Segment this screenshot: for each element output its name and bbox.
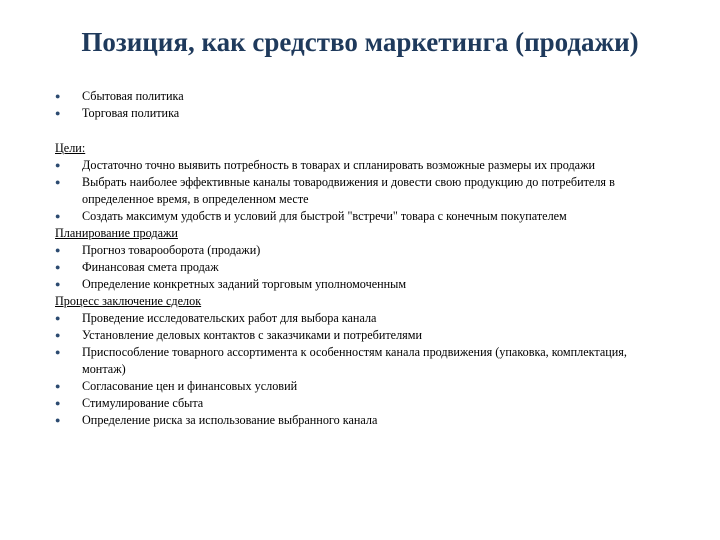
list-item (55, 412, 645, 429)
list-item-text: Торговая политика (82, 106, 180, 120)
slide-title: Позиция, как средство маркетинга (продажи) (81, 27, 639, 57)
bullet-icon: ● (55, 177, 61, 187)
list-item-text: Стимулирование сбыта (82, 396, 204, 410)
bullet-icon: ● (55, 398, 61, 408)
bullet-icon: ● (55, 313, 61, 323)
list-item-text: Финансовая смета продаж (82, 260, 219, 274)
list-item (55, 259, 645, 276)
deals-heading: Процесс заключение сделок (55, 294, 202, 308)
list-item-text: Проведение исследовательских работ для выбора канала (82, 311, 377, 325)
slide-content (55, 88, 645, 429)
list-item-text: Установление деловых контактов с заказчиками и потребителями (82, 328, 423, 342)
bullet-icon: ● (55, 279, 61, 289)
bullet-icon: ● (55, 415, 61, 425)
bullet-icon: ● (55, 330, 61, 340)
list-item-text: Согласование цен и финансовых условий (82, 379, 298, 393)
list-item (55, 157, 645, 174)
bullet-icon: ● (55, 108, 61, 118)
bullet-icon: ● (55, 211, 61, 221)
list-item-text: Выбрать наиболее эффективные каналы товародвижения и довести свою продукцию до потребителя в определенное время, в определенном месте (82, 175, 615, 206)
list-item (55, 378, 645, 395)
list-item (55, 105, 645, 122)
goals-section (55, 140, 645, 225)
bullet-icon: ● (55, 262, 61, 272)
bullet-icon: ● (55, 347, 61, 357)
list-item (55, 276, 645, 293)
planning-heading: Планирование продажи (55, 226, 178, 240)
deals-section (55, 293, 645, 429)
bullet-icon: ● (55, 381, 61, 391)
list-item (55, 395, 645, 412)
spacer (55, 122, 645, 140)
bullet-icon: ● (55, 245, 61, 255)
list-item-text: Определение конкретных заданий торговым уполномоченным (82, 277, 407, 291)
list-item-text: Достаточно точно выявить потребность в товарах и спланировать возможные размеры их продажи (82, 158, 596, 172)
goals-heading: Цели: (55, 141, 86, 155)
list-item-text: Приспособление товарного ассортимента к особенностям канала продвижения (упаковка, комплектация, монтаж) (82, 345, 627, 376)
list-item (55, 208, 645, 225)
list-item (55, 174, 645, 208)
intro-list (55, 88, 645, 122)
list-item (55, 327, 645, 344)
list-item-text: Сбытовая политика (82, 89, 184, 103)
list-item (55, 310, 645, 327)
list-item (55, 88, 645, 105)
bullet-icon: ● (55, 91, 61, 101)
list-item-text: Прогноз товарооборота (продажи) (82, 243, 261, 257)
bullet-icon: ● (55, 160, 61, 170)
list-item (55, 344, 645, 378)
list-item-text: Определение риска за использование выбранного канала (82, 413, 378, 427)
list-item (55, 242, 645, 259)
list-item-text: Создать максимум удобств и условий для быстрой "встречи" товара с конечным покупателем (82, 209, 567, 223)
planning-section (55, 225, 645, 293)
